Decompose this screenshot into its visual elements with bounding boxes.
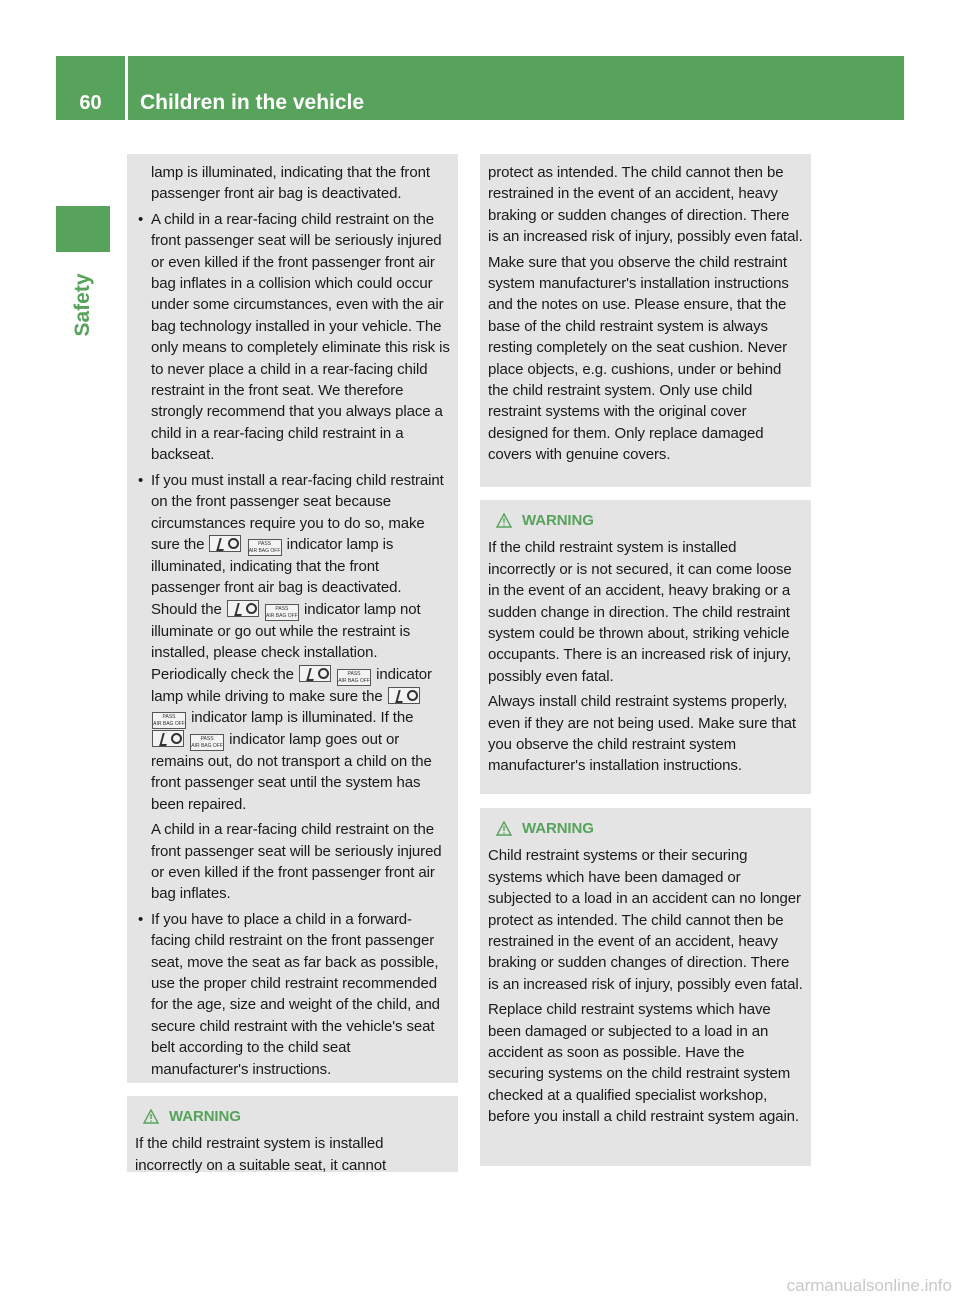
child-seat-icon: [299, 665, 331, 682]
left-warning-box: [127, 1096, 458, 1172]
section-tab: [56, 206, 110, 252]
continuation-text: lamp is illuminated, indicating that the front passenger front air bag is deactivated.: [151, 164, 430, 203]
warning-heading: [488, 818, 803, 839]
list-item-subparagraph: A child in a rear-facing child restraint on the front passenger seat will be seriously injured or even killed if the front passenger front air bag inflates.: [151, 821, 442, 903]
list-item-text: indicator lamp is illuminated. If the: [191, 708, 414, 726]
warning-title: WARNING: [169, 1108, 241, 1125]
child-seat-icon: [152, 730, 184, 747]
bullet-list: [138, 209, 450, 1080]
section-label-text: Safety: [71, 273, 94, 337]
chapter-title: Children in the vehicle: [140, 91, 365, 114]
paragraph: Make sure that you observe the child restraint system manufacturer's installation instructions and the notes on use. Please ensure, that the base of the child restraint system is always resting completely on the seat cushion. Never place objects, e.g. cushions, under or behind the child restraint system. Only use child restraint systems with the original cover designed for them. Only replace damaged covers with genuine covers.: [488, 253, 789, 464]
child-seat-icon: [227, 600, 259, 617]
section-label: [64, 260, 102, 350]
warning-triangle-icon: [496, 821, 512, 836]
page-number: 60: [79, 92, 102, 114]
list-item-text: indicator lamp not illuminate or go out while the restraint is installed, please check installation. Periodically check the: [151, 600, 421, 683]
warning-heading: [135, 1106, 450, 1127]
warning-title: WARNING: [522, 512, 594, 529]
right-warning-box-1: [480, 500, 811, 794]
warning-text: If the child restraint system is installed incorrectly on a suitable seat, it cannot: [135, 1135, 387, 1174]
right-main-box: [480, 154, 811, 487]
list-item-text: If you have to place a child in a forward-facing child restraint on the front passenger seat, move the seat as far back as possible, use the proper child restraint recommended for the age, size and weight of the child, and secure child restraint with the vehicle's seat belt according to the child seat manufacturer's instructions.: [151, 910, 440, 1078]
warning-text: Always install child restraint systems properly, even if they are not being used. Make sure that you observe the child restraint system manufacturer's installation instructions.: [488, 693, 796, 775]
bullet-mark: •: [138, 471, 144, 489]
bullet-mark: •: [138, 210, 144, 228]
warning-title: WARNING: [522, 820, 594, 837]
pass-air-bag-off-icon: PASS AIR BAG OFF: [266, 605, 298, 619]
list-item: [138, 470, 450, 905]
warning-heading: [488, 510, 803, 531]
child-seat-icon: [209, 535, 241, 552]
right-warning-box-2: [480, 808, 811, 1166]
pass-air-bag-off-icon: PASS AIR BAG OFF: [248, 540, 281, 554]
list-item-text: indicator lamp is illuminated, indicating that the front passenger front air bag is deactivated. Should the: [151, 535, 402, 618]
list-item: [138, 909, 450, 1080]
paragraph: protect as intended. The child cannot then be restrained in the event of an accident, heavy braking or sudden changes of direction. There is an increased risk of injury, possibly even fatal.: [488, 164, 803, 246]
warning-triangle-icon: [143, 1109, 159, 1124]
left-main-box: [127, 154, 458, 1083]
header-divider: [125, 56, 128, 120]
warning-text: If the child restraint system is installed incorrectly or is not secured, it can come loose in the event of an accident, heavy braking or a sudden change in direction. The child restraint system could be thrown about, striking vehicle occupants. There is an increased risk of injury, possibly even fatal.: [488, 539, 792, 685]
list-item-text: A child in a rear-facing child restraint on the front passenger seat will be seriously injured or even killed if the front passenger front air bag inflates in a collision which could occur under some circumstances, even with the air bag technology installed in your vehicle. The only means to completely eliminate this risk is to never place a child in a rear-facing child restraint in the front seat. We therefore strongly recommend that you always place a child in a rear-facing child restraint in a backseat.: [151, 210, 450, 464]
list-item-text: indicator lamp while driving to make sure the: [151, 665, 432, 705]
list-item-text: If you must install a rear-facing child restraint on the front passenger seat because circumstances require you to do so, make sure the: [151, 471, 444, 553]
child-seat-icon: [388, 687, 420, 704]
bullet-mark: •: [138, 910, 144, 928]
pass-air-bag-off-icon: PASS AIR BAG OFF: [338, 670, 370, 684]
pass-air-bag-off-icon: PASS AIR BAG OFF: [191, 735, 223, 749]
warning-text: Child restraint systems or their securing systems which have been damaged or subjected to a load in an accident can no longer protect as intended. The child cannot then be restrained in the event of an accident, heavy braking or sudden changes of direction. There is an increased risk of injury, possibly even fatal.: [488, 847, 803, 993]
warning-triangle-icon: [496, 513, 512, 528]
watermark: carmanualsonline.info: [786, 1276, 952, 1295]
warning-text: Replace child restraint systems which have been damaged or subjected to a load in an accident as soon as possible. Have the securing systems on the child restraint system checked at a qualified specialist workshop, before you install a child restraint system again.: [488, 1001, 799, 1126]
pass-air-bag-off-icon: PASS AIR BAG OFF: [153, 713, 185, 727]
list-item-text: indicator lamp goes out or remains out, do not transport a child on the front passenger seat until the system has been repaired.: [151, 730, 432, 813]
list-item: [138, 209, 450, 466]
